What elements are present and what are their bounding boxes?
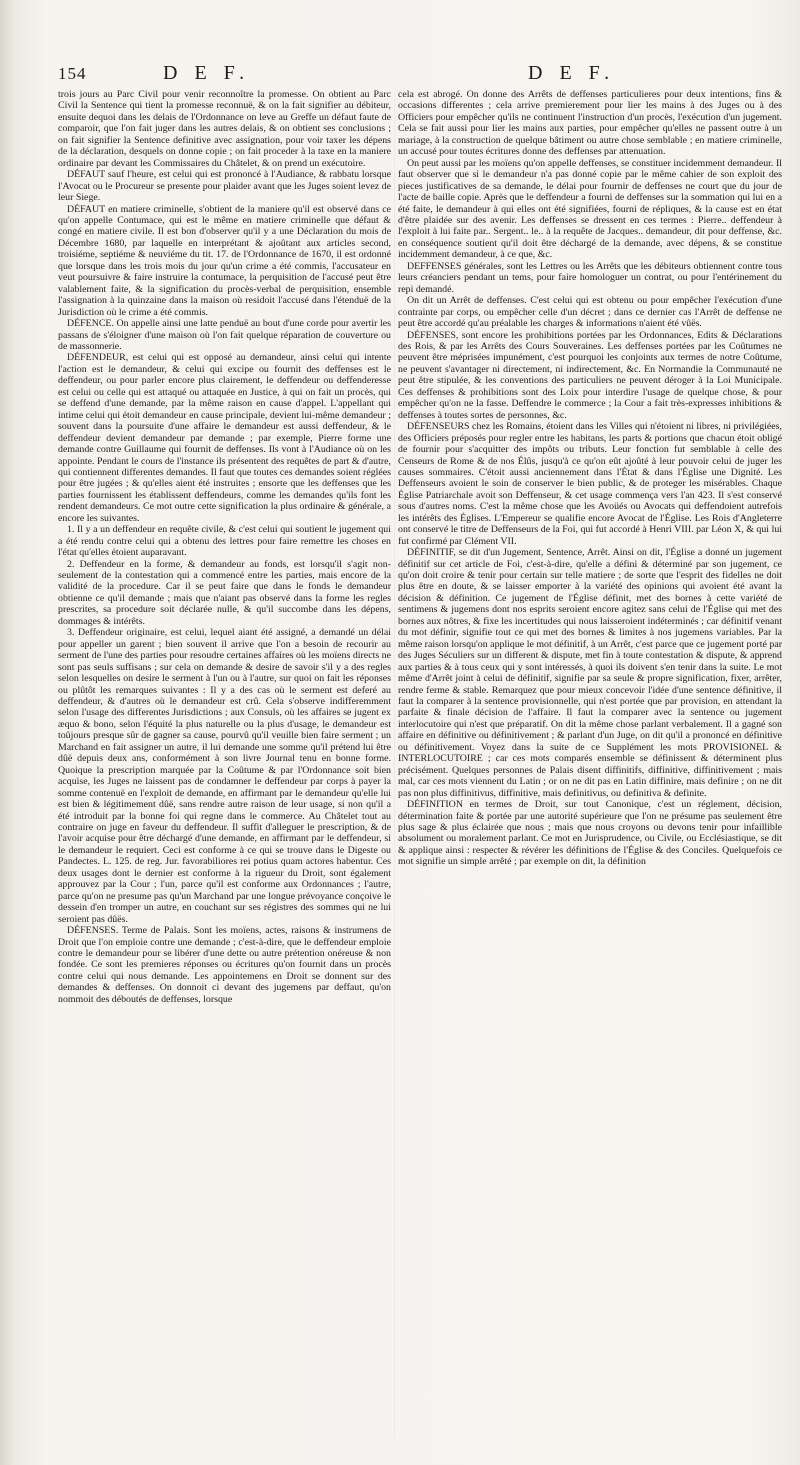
binding-shadow [0, 0, 14, 1465]
entry-definition: DÉFINITION en termes de Droit, sur tout Canonique, c'est un réglement, décision, détermination faite & portée par une autorité supérieure que l'on ne présume pas seulement être plus sage & plus éclairée que nous ; mais que nous croyons ou devons tenir pour infaillible absolument ou moralement parlant. Ce mot en Jurisprudence, ou Civile, ou Ecclésiastique, se dit & applique ainsi : respecter & révérer les définitions de l'Église & des Conciles. Quelquefois ce mot signifie un simple arrêté ; par exemple on dit, la définition [398, 799, 782, 868]
paragraph: 1. Il y a un deffendeur en requête civile, & c'est celui qui soutient le jugement qui a été rendu contre celui qui a obtenu des lettres pour faire remettre les choses en l'état qu'elles étoient auparavant. [58, 524, 391, 559]
entry-defenses: DÉFENSES. Terme de Palais. Sont les moïens, actes, raisons & instrumens de Droit que l'on emploie contre une demande ; c'est-à-dire, que le deffendeur emploie contre le demandeur pour se libérer d'une dette ou autre prétention onéreuse & non fondée. Ce sont les premieres réponses ou écritures qu'on fournit dans un procès contre celui qui nous demande. Les appointemens en Droit se donnent sur des demandes & deffenses. On donnoit ci devant des jugemens par deffaut, qu'on nommoit des déboutés de deffenses, lorsque [58, 925, 391, 1005]
column-divider [394, 92, 395, 1437]
right-column [398, 89, 782, 1444]
left-column [58, 89, 391, 1444]
entry-defenses-prohibitions: DÉFENSES, sont encore les prohibitions portées par les Ordonnances, Edits & Déclarations des Rois, & par les Arrêts des Cours Souveraines. Les deffenses portées par les Coûtumes ne peuvent être méprisées impunément, c'est pourquoi les conjoints aux termes de notre Coûtume, ne peuvent s'avantager ni directement, ni indirectement, &c. En Normandie la Communauté ne peut être stipulée, & les conventions des particuliers ne peuvent déroger à la Loi Municipale. Ces deffenses & prohibitions sont des Loix pour interdire l'usage de quelque chose, & pour empêcher qu'on ne la fasse. Deffendre le commerce ; la Cour a fait très-expresses inhibitions & deffenses à toutes sortes de personnes, &c. [398, 329, 782, 421]
running-head-right: D E F. [528, 62, 616, 84]
paragraph: trois jours au Parc Civil pour venir reconnoître la promesse. On obtient au Parc Civil la Sentence qui tient la promesse reconnuë, & on la fait signifier au débiteur, ensuite dequoi dans les delais de l'Ordonnance on leve au Greffe un défaut faute de comparoir, que l'on fait juger dans les autres delais, & on obtient ses conclusions ; on fait signifier la Sentence definitive avec assignation, pour voir taxer les dépens de la déclaration, desquels on donne copie ; on fait proceder à la taxe en la maniere ordinaire par devant les Commissaires du Châtelet, & on prend un exécutoire. [58, 89, 391, 169]
running-head-left: D E F. [163, 62, 251, 84]
entry-defence: DÉFENCE. On appelle ainsi une latte penduë au bout d'une corde pour avertir les passans de s'éloigner d'une maison où l'on fait quelque réparation de couverture ou de massonnerie. [58, 318, 391, 352]
paragraph: cela est abrogé. On donne des Arrêts de deffenses particulieres pour deux intentions, fins & occasions differentes ; cela arrive premierement pour lier les mains à des Juges ou à des Officiers pour empêcher qu'ils ne continuent l'instruction d'un procès, l'exécution d'un jugement. Cela se fait aussi pour lier les mains aux parties, pour empêcher qu'elles ne passent outre à un mariage, à la construction de quelque bâtiment ou autre chose semblable ; en matiere criminelle, un accusé pour toutes écritures donne des deffenses par attenuation. [398, 89, 782, 158]
entry-defenseurs: DÉFENSEURS chez les Romains, étoient dans les Villes qui n'étoient ni libres, ni privilégiées, des Officiers préposés pour regler entre les habitans, les parts & portions que chacun étoit obligé de fournir pour s'acquitter des impôts ou tributs. Leur fonction fut semblable à celle des Censeurs de Rome & de nos Élûs, jusqu'à ce qu'on eût ajoûté à leur pouvoir celui de juger les causes sommaires. C'étoit aussi anciennement dans l'État & dans l'Église une Dignité. Les Deffenseurs avoient le soin de conserver le bien public, & de proteger les misérables. Chaque Église Patriarchale avoit son Deffenseur, & cet usage commença vers l'an 423. Il s'est conservé sous d'autres noms. C'est la même chose que les Avoüés ou Avocats qui deffendoient autrefois les intérêts des Églises. L'Empereur se qualifie encore Avocat de l'Église. Les Rois d'Angleterre ont conservé le titre de Deffenseurs de la Foi, qui fut accordé à Henri VIII. par Léon X, & qui lui fut confirmé par Clément VII. [398, 421, 782, 547]
paragraph: On dit un Arrêt de deffenses. C'est celui qui est obtenu ou pour empêcher l'exécution d'une contrainte par corps, ou empêcher celle d'un décret ; dans ce dernier cas l'Arrêt de deffense ne peut être accordé qu'au préalable les charges & informations n'aient été vûës. [398, 295, 782, 330]
entry-definitif: DÉFINITIF, se dit d'un Jugement, Sentence, Arrêt. Ainsi on dit, l'Église a donné un jugement définitif sur cet article de Foi, c'est-à-dire, qu'elle a défini & déterminé par son jugement, ce qu'on doit croire & tenir pour certain sur telle matiere ; de sorte que l'esprit des fidelles ne doit plus être en doute, & se laisser emporter à la variété des opinions qui avoient été avant la décision & définition. Ce jugement de l'Église définit, met des bornes à cette variété de sentimens & jugemens dont nos esprits seroient encore agitez sans celui de l'Église qui met des bornes aux nôtres, & fixe les incertitudes qui nous laisseroient indéterminés ; car définitif venant du mot définir, signifie tout ce qui met des bornes & limites à nos jugemens variables. Par la même raison lorsqu'on applique le mot définitif, à un Arrêt, c'est parce que ce jugement porté par des Juges Séculiers sur un different & dispute, met fin à toute contestation & dispute, & apprend aux parties & à tous ceux qui y sont intéressés, à quoi ils doivent s'en tenir dans la suite. Le mot même d'Arrêt joint à celui de définitif, signifie par sa seule & propre signification, fixer, arrêter, rendre ferme & stable. Remarquez que pour mieux concevoir l'idée d'une sentence définitive, il faut la comparer à la sentence provisionnelle, qui n'est portée que par provision, en attendant la parfaite & finale décision de l'affaire. Il faut la comparer avec la sentence ou jugement interlocutoire qui n'est que préparatif. On dit la même chose parlant verbalement. Il a gagné son affaire en définitive ou définitivement ; & parlant d'un Juge, on dit qu'il a prononcé en définitive ou définitivement. Voyez dans la suite de ce Supplément les mots PROVISIONEL & INTERLOCUTOIRE ; car ces mots comparés ensemble se définissent & déterminent plus précisément. Quelques personnes de Palais disent diffinitifs, diffinitive, diffinitivement ; mais mal, car ces mots viennent du Latin ; or on ne dit pas en Latin diffinire, mais definire ; on ne dit pas non plus diffinitivus, diffinitive, mais definitivus, ou definitiva & definite. [398, 547, 782, 799]
paragraph: 2. Deffendeur en la forme, & demandeur au fonds, est lorsqu'il s'agit non-seulement de la contestation qui a commencé entre les parties, mais encore de la validité de la procedure. Car il se peut faire que dans le fonds le demandeur obtienne ce qu'il demande ; mais que n'aiant pas observé dans la forme les regles prescrites, sa procedure soit déclarée nulle, & qu'il succombe dans les dépens, dommages & intérêts. [58, 558, 391, 627]
page-header [58, 62, 780, 86]
paragraph: 3. Deffendeur originaire, est celui, lequel aiant été assigné, a demandé un délai pour appeller un garent ; bien souvent il arrive que l'on a besoin de recourir au serment de l'une des parties pour resoudre certaines affaires où les moïens directs ne sont pas seuls suffisans ; sur cela on demande & desire de savoir s'il y a des regles selon lesquelles on desire le serment à l'un ou à l'autre, sur quoi on fait les réponses ou plûtôt les remarques suivantes : Il y a des cas où le serment est deferé au deffendeur, & d'autres où le demandeur est crû. Cela s'observe indifferemment selon l'usage des differentes Jurisdictions ; aux Consuls, où les affaires se jugent ex æquo & bono, selon l'équité la plus naturelle ou la plus d'usage, le demandeur est toûjours presque sûr de gagner sa cause, pourvû qu'il veuille bien faire serment ; un Marchand en fait assigner un autre, il lui demande une somme qu'il prétend lui être dûë depuis deux ans, conformément à son livre Journal tenu en bonne forme. Quoique la prescription marquée par la Coûtume & par l'Ordonnance soit bien acquise, les Juges ne laissent pas de condamner le deffendeur par corps à payer la somme contenuë en l'exploit de demande, en affirmant par le demandeur qu'elle lui est bien & légitimement dûë, sans rendre autre raison de leur usage, si non qu'il a été introduit par la bonne foi qui regne dans le commerce. Au Châtelet tout au contraire on juge en faveur du deffendeur. Il suffit d'alleguer le prescription, & de l'avoir acquise pour être déchargé d'une demande, en affirmant par le deffendeur, si le demandeur le requiert. Ceci est conforme à ce qui se trouve dans le Digeste ou Pandectes. L. 125. de reg. Jur. favorabiliores rei potius quam actores habentur. Ces deux usages dont le dernier est conforme à la rigueur du Droit, sont également approuvez par la Cour ; l'un, parce qu'il est conforme aux Ordonnances ; l'autre, parce qu'on ne presume pas qu'un Marchand par une longue prévoyance conçoive le dessein d'en tromper un autre, en couchant sur ses régistres des sommes qui ne lui seroient pas dûës. [58, 627, 391, 925]
entry-defaut-sauf-heure: DÉFAUT sauf l'heure, est celui qui est prononcé à l'Audiance, & rabbatu lorsque l'Avocat ou le Procureur se presente pour plaider avant que les Juges soient levez de leur Siege. [58, 169, 391, 204]
page-number: 154 [58, 64, 87, 83]
entry-deffenses-generales: DEFFENSES générales, sont les Lettres ou les Arrêts que les débiteurs obtiennent contre tous leurs créanciers pendant un tems, pour faire homologuer un contrat, ou pour l'entérinement du repi demandé. [398, 260, 782, 295]
entry-defendeur: DÉFENDEUR, est celui qui est opposé au demandeur, ainsi celui qui intente l'action est le demandeur, & celui qui excipe ou fournit des deffenses est le deffendeur, ou pour parler encore plus clairement, le deffendeur ou deffenderesse est celui ou celle qui est attaqué ou attaquée en Justice, à qui on fait un procès, qui se deffend d'une demande, par la même raison en cause d'appel. L'appellant qui intime celui qui étoit demandeur en cause principale, devient lui-même demandeur ; souvent dans la poursuite d'une affaire le demandeur est aussi deffendeur, & le deffendeur devient demandeur par demande ; par exemple, Pierre forme une demande contre Guillaume qui fournit de deffenses. Ils vont à l'Audiance où on les appointe. Pendant le cours de l'instance ils présentent des requêtes de part & d'autre, qui contiennent differentes demandes. Il faut que toutes ces demandes soient réglées pour être jugées ; & qu'elles aient été instruites ; ensorte que les deffenses que les parties fournissent les établissent deffendeurs, comme les demandes qu'ils font les rendent demandeurs. Ce mot outre cette signification la plus ordinaire & générale, a encore les suivantes. [58, 352, 391, 524]
paragraph: On peut aussi par les moïens qu'on appelle deffenses, se constituer incidemment demandeur. Il faut observer que si le demandeur n'a pas donné copie par le même cahier de son exploit des pieces justificatives de sa demande, le délai pour fournir de deffenses ne court que du jour de l'acte de baille copie. Après que le deffendeur a fourni de deffenses sur la sommation qui lui en a été faite, le demandeur à qui elles ont été signifiées, fourni de répliques, & la cause est en état d'être plaidée sur des avenir. Les deffenses se dressent en ces termes : Pierre.. deffendeur à l'exploit à lui faite par.. Sergent.. le.. à la requête de Jacques.. demandeur, dit pour deffense, &c. en conséquence soutient qu'il doit être déchargé de la demande, avec dépens, & se constitue incidemment demandeur, à ce que, &c. [398, 157, 782, 261]
entry-defaut-criminel: DÉFAUT en matiere criminelle, s'obtient de la maniere qu'il est observé dans ce qu'on appelle Contumace, qui est le même en matiere criminelle que défaut & congé en matiere civile. Il est bon d'observer qu'il y a une Déclaration du mois de Décembre 1680, par laquelle en interprétant & ajoûtant aux articles second, troisiéme, septiéme & neuviéme du tit. 17. de l'Ordonnance de 1670, il est ordonné que lorsque dans les trois mois du jour qu'un crime a été commis, l'accusateur en veut poursuivre & faire instruire la contumace, la perquisition de l'accusé peut être valablement faite, & la signification du procès-verbal de perquisition, ensemble l'assignation à la quinzaine dans la maison où residoit l'accusé dans l'étenduë de la Jurisdiction où le crime a été commis. [58, 203, 391, 318]
